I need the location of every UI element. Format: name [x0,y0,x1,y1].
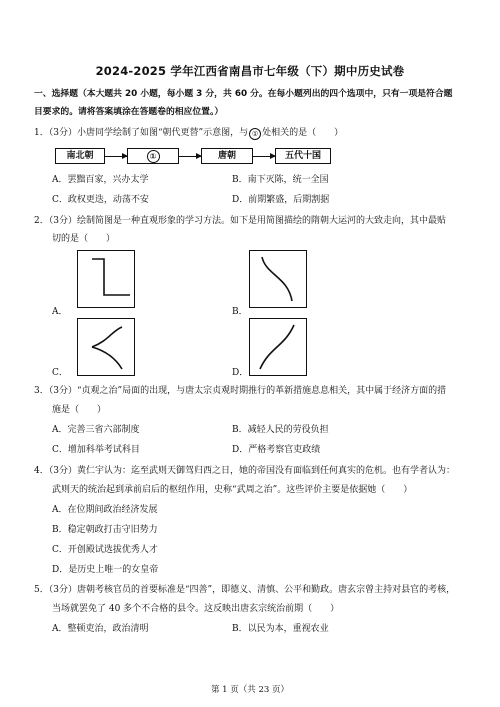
question-4-stem-line1: 4．（3分）黄仁宇认为：迄至武则天御驾归西之日，她的帝国没有面临到任何真实的危机。也有学者认为： [34,466,455,476]
question-4-option-b: B．稳定朝政打击守旧势力 [52,525,158,535]
figure-a-label: A． [52,307,68,317]
figure-c-drawing [78,319,134,375]
timeline-box-blank [127,148,179,164]
question-1-option-c: C．政权更迭，动荡不安 [52,195,149,205]
figure-d-curve [249,318,307,376]
question-3-stem-line2: 施是（ ） [52,405,107,415]
question-1-option-d: D．前期繁盛，后期割据 [232,195,330,205]
question-3-option-d: D．严格考察官吏政绩 [232,445,321,455]
question-5-stem-line2: 当场就罢免了 40 多个不合格的县令。这反映出唐玄宗统治前期（ ） [52,604,340,614]
question-1-option-a: A．罢黜百家，兴办太学 [52,175,149,185]
question-4-option-c: C．开创殿试选拔优秀人才 [52,545,158,555]
exam-title: 2024-2025 学年江西省南昌市七年级（下）期中历史试卷 [95,64,405,78]
question-4-option-a: A．在位期间政治经济发展 [52,505,158,515]
figure-d-drawing [250,319,306,375]
section-heading-line1: 一、选择题（本大题共 20 小题，每小题 3 分，共 60 分。在每小题列出的四个选项中，只有一项是符合题 [34,89,453,99]
question-2-stem-line2: 切的是（ ） [52,234,116,244]
circled-one-marker: ① [249,128,261,140]
question-4-option-d: D．是历史上唯一的女皇帝 [52,565,159,575]
timeline-arrow-1 [105,156,127,157]
figure-b-curve [249,250,307,308]
question-2-stem-line1: 2．（3分）绘制简图是一种直观形象的学习方法。如下是用简图描绘的隋朝大运河的大致走向，其中最贴 [34,216,446,226]
figure-a-step-path [77,250,135,308]
timeline-circled-one: ① [147,150,160,163]
page-footer: 第 1 页（共 23 页） [210,685,290,695]
question-1-stem [34,127,343,140]
question-5-option-b: B．以民为本，重视农业 [232,624,329,634]
figure-b-drawing [250,251,306,307]
timeline-box-tang: 唐朝 [201,148,253,164]
question-5-option-a: A．整顿吏治，政治清明 [52,624,149,634]
figure-c-fork [77,318,135,376]
question-4-stem-line2: 武则天的统治起到承前启后的枢纽作用，史称“武周之治”。这些评价主要是依据她（ ） [52,485,413,495]
question-3-option-c: C．增加科举考试科目 [52,445,140,455]
figure-d-label: D． [232,368,249,378]
question-5-stem-line1: 5．（3分）唐朝考核官员的首要标准是“四善”，即德义、清慎、公平和勤政。唐玄宗曾主持对县官的考核， [34,585,456,595]
question-3-stem-line1: 3．（3分）“贞观之治”局面的出现，与唐太宗贞观时期推行的革新措施息息相关，其中属于经济方面的措 [34,386,447,396]
question-3-option-a: A．完善三省六部制度 [52,425,140,435]
figure-b-label: B． [232,307,248,317]
timeline-box-wudai: 五代十国 [275,148,331,164]
figure-a-drawing [78,251,134,307]
question-1-suffix: 处相关的是（ ） [262,128,344,138]
question-1-option-b: B．南下灭陈，统一全国 [232,175,329,185]
timeline-arrow-2 [179,156,201,157]
timeline-arrow-3 [253,156,275,157]
section-heading-line2: 目要求的。请将答案填涂在答题卷的相应位置。） [34,107,224,117]
question-3-option-b: B．减轻人民的劳役负担 [232,425,329,435]
question-1-prefix: 1．（3分）小唐同学绘制了如图“朝代更替”示意图，与 [34,128,249,138]
timeline-box-nanbeichao: 南北朝 [55,148,105,164]
figure-c-label: C． [52,368,68,378]
